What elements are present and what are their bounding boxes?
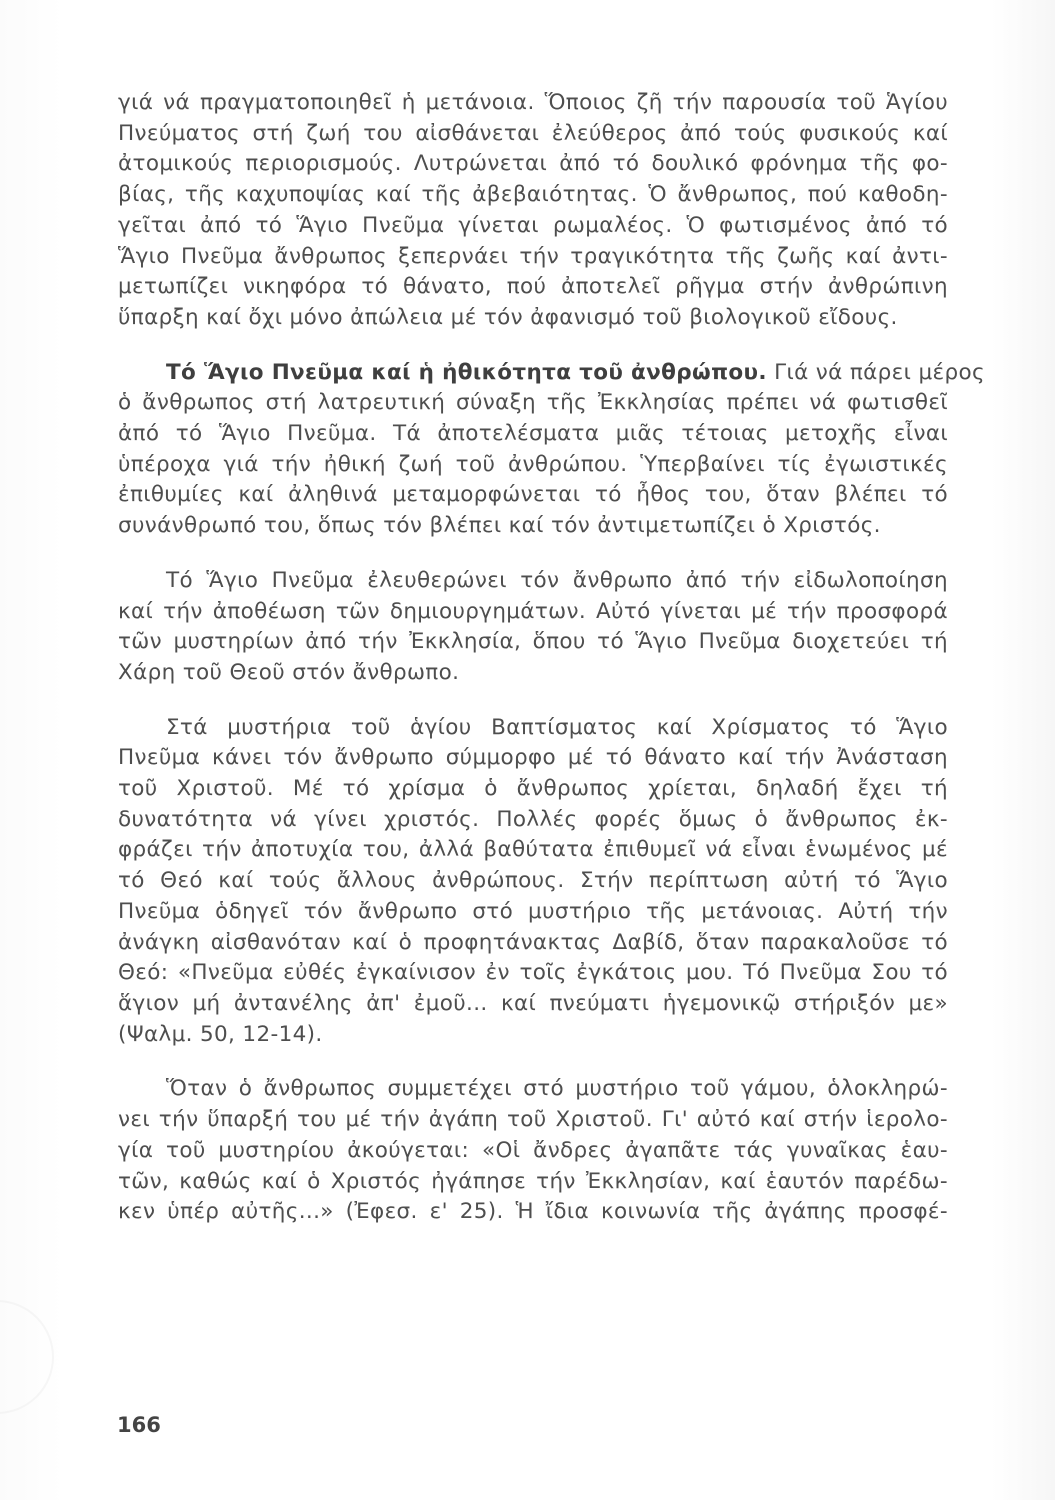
text-line: ἀτομικούς περιορισμούς. Λυτρώνεται ἀπό τό δουλικό φρόνημα τῆς φο- [118,151,948,177]
paragraph-1 [118,88,948,334]
text-line: συνάνθρωπό του, ὅπως τόν βλέπει καί τόν ἀντιμετωπίζει ὁ Χριστός. [118,513,881,539]
text-line: Πνεῦμα ὁδηγεῖ τόν ἄνθρωπο στό μυστήριο τῆς μετάνοιας. Αὐτή τήν [118,898,948,924]
text-line: ἅγιον μή ἀντανέλης ἀπ' ἐμοῦ... καί πνεύματι ἡγεμονικῷ στήριξόν με» [118,990,948,1016]
text-line: Θεό: «Πνεῦμα εὐθές ἐγκαίνισον ἐν τοῖς ἐγκάτοις μου. Τό Πνεῦμα Σου τό [118,960,948,986]
text-line: καί τήν ἀποθέωση τῶν δημιουργημάτων. Αὐτό γίνεται μέ τήν προσφορά [118,598,948,624]
text-line: βίας, τῆς καχυποψίας καί τῆς ἀβεβαιότητας. Ὁ ἄνθρωπος, πού καθοδη- [118,182,948,208]
text-line: ὁ ἄνθρωπος στή λατρευτική σύναξη τῆς Ἐκκλησίας πρέπει νά φωτισθεῖ [118,390,948,416]
text-line: ὑπέροχα γιά τήν ἠθική ζωή τοῦ ἀνθρώπου. Ὑπερβαίνει τίς ἐγωιστικές [118,451,948,477]
faint-stamp [0,1300,54,1414]
text-line: γία τοῦ μυστηρίου ἀκούγεται: «Οἱ ἄνδρες ἀγαπᾶτε τάς γυναῖκας ἑαυ- [118,1137,948,1163]
section-heading: Τό Ἅγιο Πνεῦμα καί ἡ ἠθικότητα τοῦ ἀνθρώπου. [166,359,767,385]
text-line: δυνατότητα νά γίνει χριστός. Πολλές φορές ὅμως ὁ ἄνθρωπος ἐκ- [118,806,948,832]
page-number: 166 [117,1413,161,1437]
page-text [118,88,985,1252]
text-line: τό Θεό καί τούς ἄλλους ἀνθρώπους. Στήν περίπτωση αὐτή τό Ἅγιο [118,868,948,894]
text-line: ὕπαρξη καί ὄχι μόνο ἀπώλεια μέ τόν ἀφανισμό τοῦ βιολογικοῦ εἴδους. [118,304,898,330]
heading-line [118,358,985,389]
text-line: Στά μυστήρια τοῦ ἁγίου Βαπτίσματος καί Χρίσματος τό Ἅγιο [166,714,948,740]
paragraph-2 [118,358,985,542]
text-line: κεν ὑπέρ αὐτῆς...» (Ἐφεσ. ε' 25). Ἡ ἴδια κοινωνία τῆς ἀγάπης προσφέ- [118,1199,948,1225]
text-line: νει τήν ὕπαρξή του μέ τήν ἀγάπη τοῦ Χριστοῦ. Γι' αὐτό καί στήν ἱερολο- [118,1107,948,1133]
heading-line-rest: Γιά νά πάρει μέρος [766,359,985,385]
text-line: φράζει τήν ἀποτυχία του, ἀλλά βαθύτατα ἐπιθυμεῖ νά εἶναι ἑνωμένος μέ [118,837,948,863]
text-line: Ἅγιο Πνεῦμα ἄνθρωπος ξεπερνάει τήν τραγικότητα τῆς ζωῆς καί ἀντι- [118,243,948,269]
text-line: Πνεῦμα κάνει τόν ἄνθρωπο σύμμορφο μέ τό θάνατο καί τήν Ἀνάσταση [118,745,948,771]
paragraph-4 [118,713,948,1051]
text-line: Πνεύματος στή ζωή του αἰσθάνεται ἐλεύθερος ἀπό τούς φυσικούς καί [118,120,948,146]
text-line: ἐπιθυμίες καί ἀληθινά μεταμορφώνεται τό ἦθος του, ὅταν βλέπει τό [118,482,948,508]
text-line: Χάρη τοῦ Θεοῦ στόν ἄνθρωπο. [118,659,460,685]
text-line: Τό Ἅγιο Πνεῦμα ἐλευθερώνει τόν ἄνθρωπο ἀπό τήν εἰδωλοποίηση [166,567,948,593]
text-line: τοῦ Χριστοῦ. Μέ τό χρίσμα ὁ ἄνθρωπος χρίεται, δηλαδή ἔχει τή [118,776,948,802]
text-line: γιά νά πραγματοποιηθεῖ ἡ μετάνοια. Ὅποιος ζῆ τήν παρουσία τοῦ Ἁγίου [118,90,948,115]
text-line: τῶν μυστηρίων ἀπό τήν Ἐκκλησία, ὅπου τό Ἅγιο Πνεῦμα διοχετεύει τή [118,629,948,655]
text-line: γεῖται ἀπό τό Ἅγιο Πνεῦμα γίνεται ρωμαλέος. Ὁ φωτισμένος ἀπό τό [118,212,948,238]
text-line: μετωπίζει νικηφόρα τό θάνατο, πού ἀποτελεῖ ρῆγμα στήν ἀνθρώπινη [118,274,948,300]
text-line: Ὅταν ὁ ἄνθρωπος συμμετέχει στό μυστήριο τοῦ γάμου, ὁλοκληρώ- [166,1076,948,1102]
text-line: ἀνάγκη αἰσθανόταν καί ὁ προφητάνακτας Δαβίδ, ὅταν παρακαλοῦσε τό [118,929,948,955]
paragraph-5 [118,1074,948,1228]
text-line: τῶν, καθώς καί ὁ Χριστός ἠγάπησε τήν Ἐκκλησίαν, καί ἑαυτόν παρέδω- [118,1168,948,1194]
text-line: (Ψαλμ. 50, 12-14). [118,1021,323,1047]
text-line: ἀπό τό Ἅγιο Πνεῦμα. Τά ἀποτελέσματα μιᾶς τέτοιας μετοχῆς εἶναι [118,421,948,447]
paragraph-3 [118,566,948,689]
